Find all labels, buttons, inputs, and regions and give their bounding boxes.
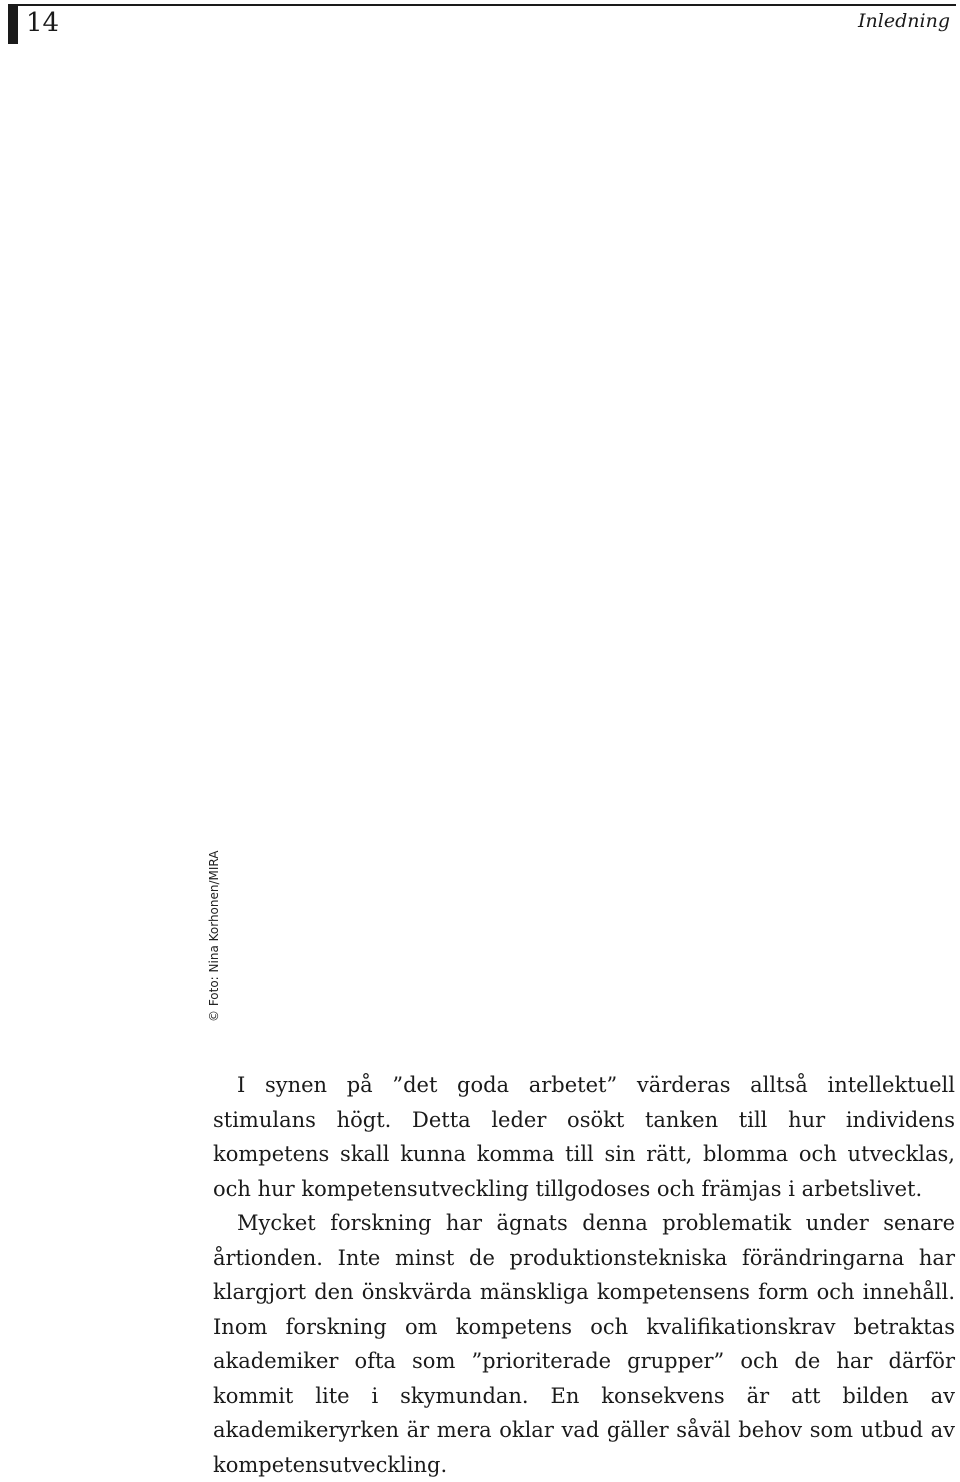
body-paragraph: Mycket forskning har ägnats denna problematik under senare årtionden. Inte minst de produktionstekniska förändringarna har klargjort den önskvärda mänskliga kompetensens form och innehåll. Inom forskning om kompetens och kvalifikationskrav betraktas akademiker ofta som ”prioriterade grupper” och de har därför kommit lite i skymundan. En konsekvens är att bilden av akademikeryrken är mera oklar vad gäller såväl behov som utbud av kompetensutveckling. xyxy=(213,1211,955,1477)
body-text xyxy=(213,1068,955,1482)
photo-credit: © Foto: Nina Korhonen/MIRA xyxy=(207,850,221,1022)
page-number: 14 xyxy=(26,8,60,38)
body-paragraph: I synen på ”det goda arbetet” värderas alltså intellektuell stimulans högt. Detta leder osökt tanken till hur individens kompetens skall kunna komma till sin rätt, blomma och utvecklas, och hur kompetensutveckling tillgodoses och främjas i arbetslivet. xyxy=(213,1073,955,1201)
photo-area xyxy=(0,50,960,1055)
header-rule xyxy=(8,4,956,6)
running-head: Inledning xyxy=(858,10,950,32)
header-black-bar xyxy=(8,4,18,44)
